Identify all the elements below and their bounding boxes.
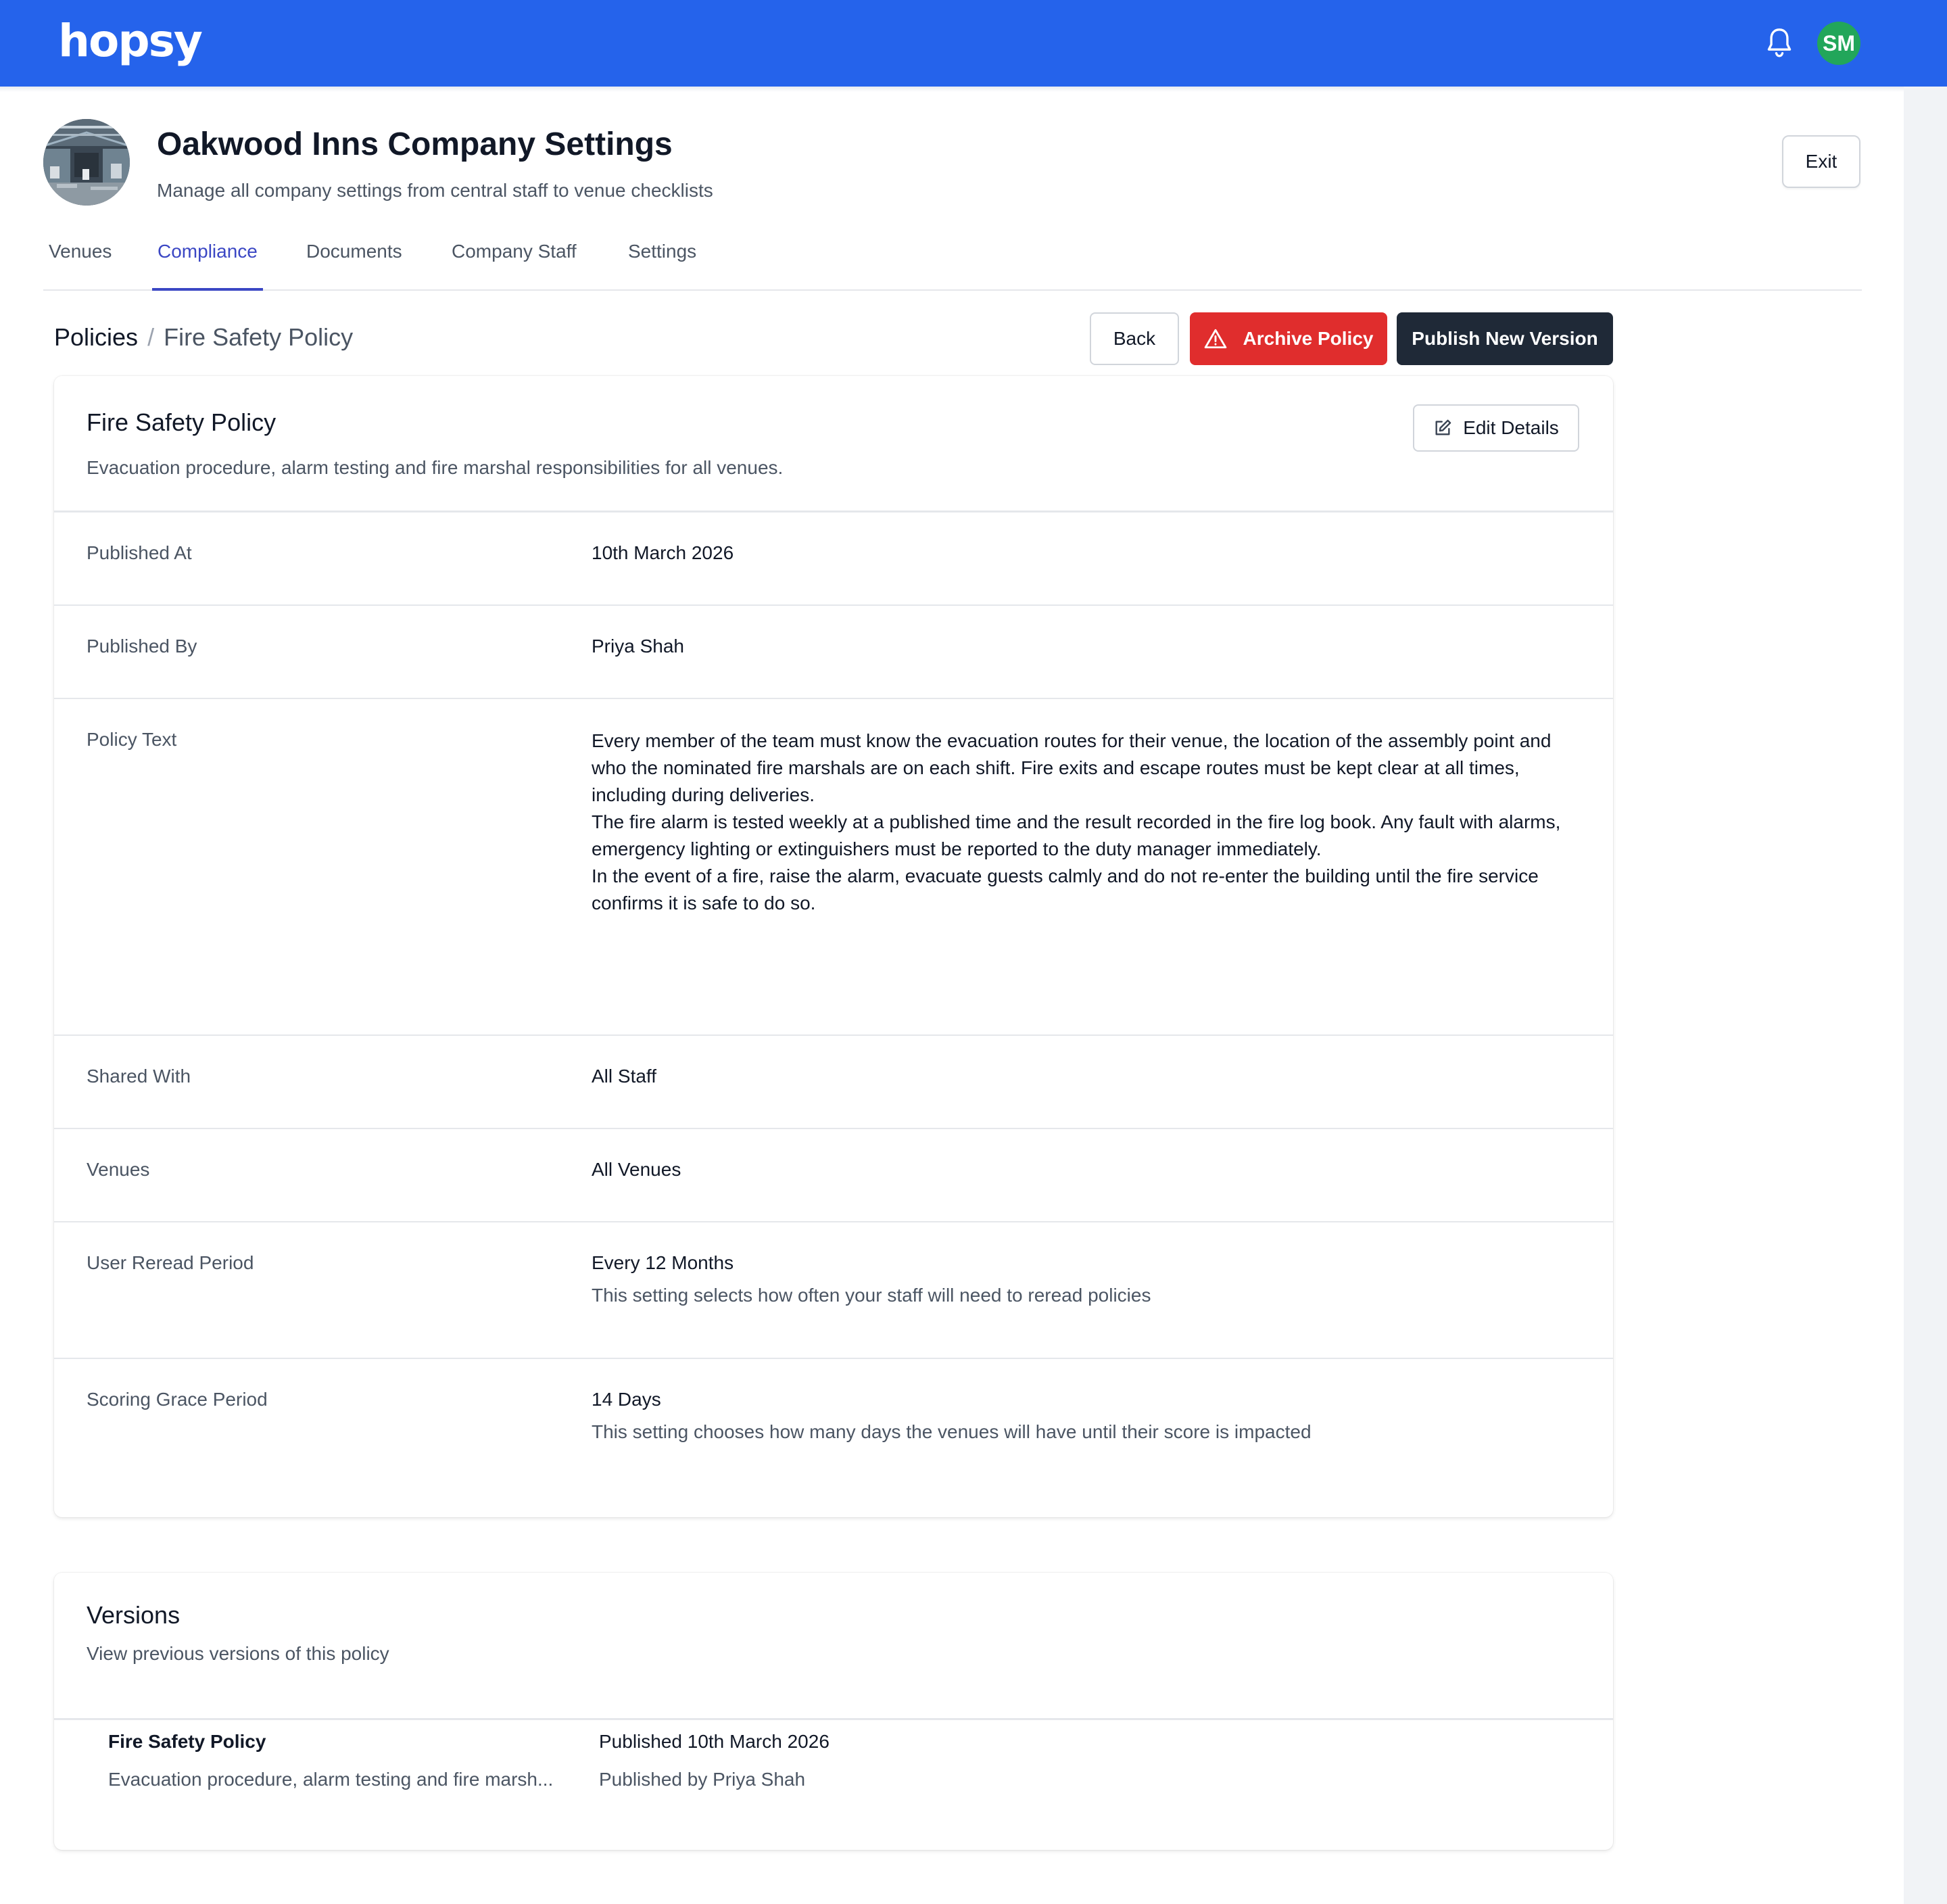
tab-settings[interactable]: Settings bbox=[628, 241, 697, 262]
policy-text-paragraph: Every member of the team must know the evacuation routes for their venue, the location of the assembly point and who the nominated fire marshals are on each shift. Fire exits and escape routes must be kept clear at all times, including during deliveries. bbox=[592, 730, 1552, 805]
breadcrumb-policies[interactable]: Policies bbox=[54, 323, 139, 351]
policy-details-card bbox=[54, 376, 1613, 1517]
version-item-published: Published 10th March 2026 bbox=[599, 1731, 830, 1752]
exit-button[interactable]: Exit bbox=[1782, 135, 1860, 188]
bell-icon[interactable] bbox=[1764, 27, 1794, 60]
version-item-published-by: Published by Priya Shah bbox=[599, 1769, 806, 1790]
settings-tabs bbox=[43, 230, 1862, 291]
hopsy-logo[interactable]: hopsy bbox=[58, 15, 201, 67]
detail-row-published-by bbox=[54, 606, 1613, 699]
row-label: User Reread Period bbox=[87, 1252, 254, 1273]
versions-description: View previous versions of this policy bbox=[87, 1643, 389, 1664]
top-navigation-bar bbox=[0, 0, 1947, 87]
page-subtitle: Manage all company settings from central staff to venue checklists bbox=[157, 180, 713, 201]
policy-description: Evacuation procedure, alarm testing and fire marshal responsibilities for all venues. bbox=[87, 457, 784, 478]
policy-text-paragraph: In the event of a fire, raise the alarm, evacuate guests calmly and do not re-enter the building until the fire service confirms it is safe to do so. bbox=[592, 865, 1539, 913]
row-help-text: This setting selects how often your staff will need to reread policies bbox=[592, 1285, 1151, 1306]
tab-documents[interactable]: Documents bbox=[306, 241, 402, 262]
row-label: Policy Text bbox=[87, 729, 177, 750]
row-label: Scoring Grace Period bbox=[87, 1389, 268, 1410]
row-value: All Venues bbox=[592, 1159, 681, 1180]
policy-text bbox=[592, 728, 1565, 917]
policy-text-paragraph: The fire alarm is tested weekly at a published time and the result recorded in the fire log book. Any fault with alarms, emergency lighting or extinguishers must be reported to the duty manager immediately. bbox=[592, 811, 1561, 859]
warning-triangle-icon bbox=[1204, 328, 1227, 350]
row-label: Published By bbox=[87, 636, 197, 657]
row-value: 10th March 2026 bbox=[592, 542, 734, 563]
back-button[interactable]: Back bbox=[1090, 312, 1179, 365]
breadcrumb-separator: / bbox=[147, 323, 155, 351]
detail-row-shared-with bbox=[54, 1036, 1613, 1129]
publish-new-version-button[interactable]: Publish New Version bbox=[1397, 312, 1613, 365]
tab-compliance[interactable]: Compliance bbox=[152, 241, 263, 291]
detail-row-published-at bbox=[54, 513, 1613, 606]
archive-policy-label: Archive Policy bbox=[1243, 328, 1374, 349]
page-title: Oakwood Inns Company Settings bbox=[157, 126, 673, 162]
versions-card bbox=[54, 1573, 1613, 1850]
edit-details-label: Edit Details bbox=[1463, 417, 1559, 438]
row-value: Every 12 Months bbox=[592, 1252, 734, 1273]
edit-details-button[interactable] bbox=[1413, 404, 1579, 452]
detail-row-policy-text bbox=[54, 699, 1613, 1036]
detail-row-user-reread-period bbox=[54, 1222, 1613, 1359]
company-avatar bbox=[43, 119, 130, 206]
version-item-description: Evacuation procedure, alarm testing and fire marsh... bbox=[108, 1769, 554, 1790]
versions-title: Versions bbox=[87, 1601, 181, 1629]
header-shadow bbox=[0, 87, 1904, 92]
detail-row-scoring-grace-period bbox=[54, 1359, 1613, 1517]
edit-icon bbox=[1433, 419, 1452, 437]
row-label: Shared With bbox=[87, 1066, 191, 1087]
right-gutter bbox=[1904, 87, 1947, 1904]
detail-row-venues bbox=[54, 1129, 1613, 1222]
row-help-text: This setting chooses how many days the venues will have until their score is impacted bbox=[592, 1421, 1312, 1442]
row-value: 14 Days bbox=[592, 1389, 661, 1410]
tab-venues[interactable]: Venues bbox=[49, 241, 112, 262]
row-label: Published At bbox=[87, 542, 192, 563]
breadcrumb-current: Fire Safety Policy bbox=[164, 323, 354, 351]
row-value: Priya Shah bbox=[592, 636, 684, 657]
policy-title: Fire Safety Policy bbox=[87, 408, 277, 436]
row-value: All Staff bbox=[592, 1066, 656, 1087]
user-avatar[interactable]: SM bbox=[1817, 22, 1860, 65]
row-label: Venues bbox=[87, 1159, 150, 1180]
tab-company-staff[interactable]: Company Staff bbox=[452, 241, 577, 262]
versions-card-header bbox=[54, 1573, 1613, 1720]
version-item-title[interactable]: Fire Safety Policy bbox=[108, 1731, 266, 1752]
breadcrumb bbox=[54, 323, 353, 352]
policy-card-header bbox=[54, 376, 1613, 513]
archive-policy-button[interactable] bbox=[1190, 312, 1387, 365]
